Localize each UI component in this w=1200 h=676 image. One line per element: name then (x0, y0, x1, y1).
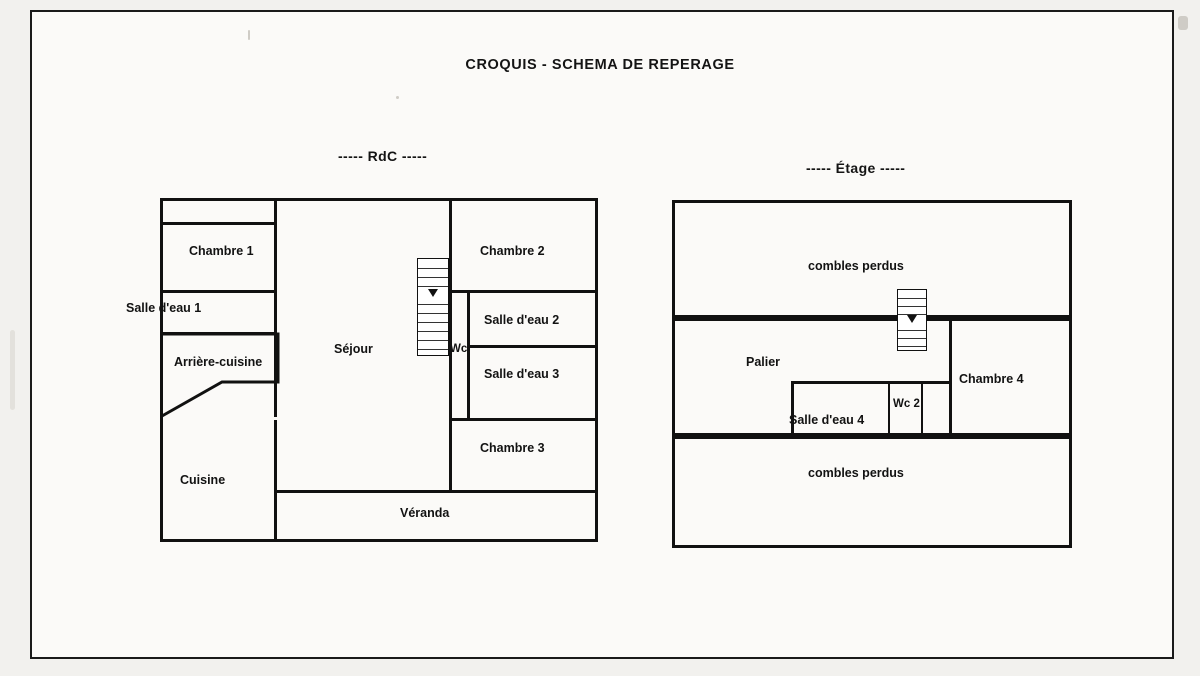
uf-room-wc-2: Wc 2 (893, 398, 920, 410)
uf-staircase (897, 289, 927, 351)
gf-room-veranda: Véranda (400, 506, 450, 520)
gf-wall-wc-right (467, 290, 470, 420)
gf-room-chambre-3: Chambre 3 (480, 441, 545, 455)
uf-room-palier: Palier (746, 355, 781, 369)
uf-wall-chambre4-left (949, 319, 952, 435)
gf-staircase (417, 258, 449, 356)
uf-wall-salledeau4-top (793, 381, 950, 384)
gf-room-salle-eau-3: Salle d'eau 3 (484, 367, 560, 381)
gf-wall-salledeau2-bottom (467, 345, 598, 348)
uf-wall-wc2-right (921, 381, 923, 435)
gf-wall-cuisine-right (274, 420, 277, 542)
ground-floor-label: ----- RdC ----- (338, 148, 428, 164)
gf-room-chambre-2: Chambre 2 (480, 244, 545, 258)
gf-arriere-cuisine-outline (160, 330, 282, 422)
gf-wall-veranda-top (274, 490, 598, 493)
page-title: CROQUIS - SCHEMA DE REPERAGE (465, 57, 735, 73)
uf-wall-wc2-left (888, 381, 890, 435)
gf-room-sejour: Séjour (334, 342, 373, 356)
gf-wall-salledeau3-bottom (449, 418, 598, 421)
uf-room-salle-eau-4: Salle d'eau 4 (789, 413, 865, 427)
gf-wall-chambre1-bottom (160, 290, 276, 293)
uf-room-chambre-4: Chambre 4 (959, 372, 1024, 386)
gf-wall-chambre2-bottom (449, 290, 598, 293)
uf-staircase-direction-arrow (907, 315, 917, 323)
gf-room-wc: Wc (450, 343, 468, 355)
uf-room-combles-perdus-bottom: combles perdus (808, 466, 904, 480)
uf-combles-bottom-outline (672, 436, 1072, 548)
gf-room-cuisine: Cuisine (180, 473, 226, 487)
gf-room-chambre-1: Chambre 1 (189, 244, 254, 258)
gf-staircase-direction-arrow (428, 289, 438, 297)
uf-room-combles-perdus-top: combles perdus (808, 259, 904, 273)
gf-room-salle-eau-1: Salle d'eau 1 (126, 301, 202, 315)
gf-wall-chambre1-top (160, 222, 276, 225)
gf-room-salle-eau-2: Salle d'eau 2 (484, 313, 560, 327)
gf-room-arriere-cuisine: Arrière-cuisine (174, 355, 263, 369)
upper-floor-label: ----- Étage ----- (806, 160, 906, 176)
